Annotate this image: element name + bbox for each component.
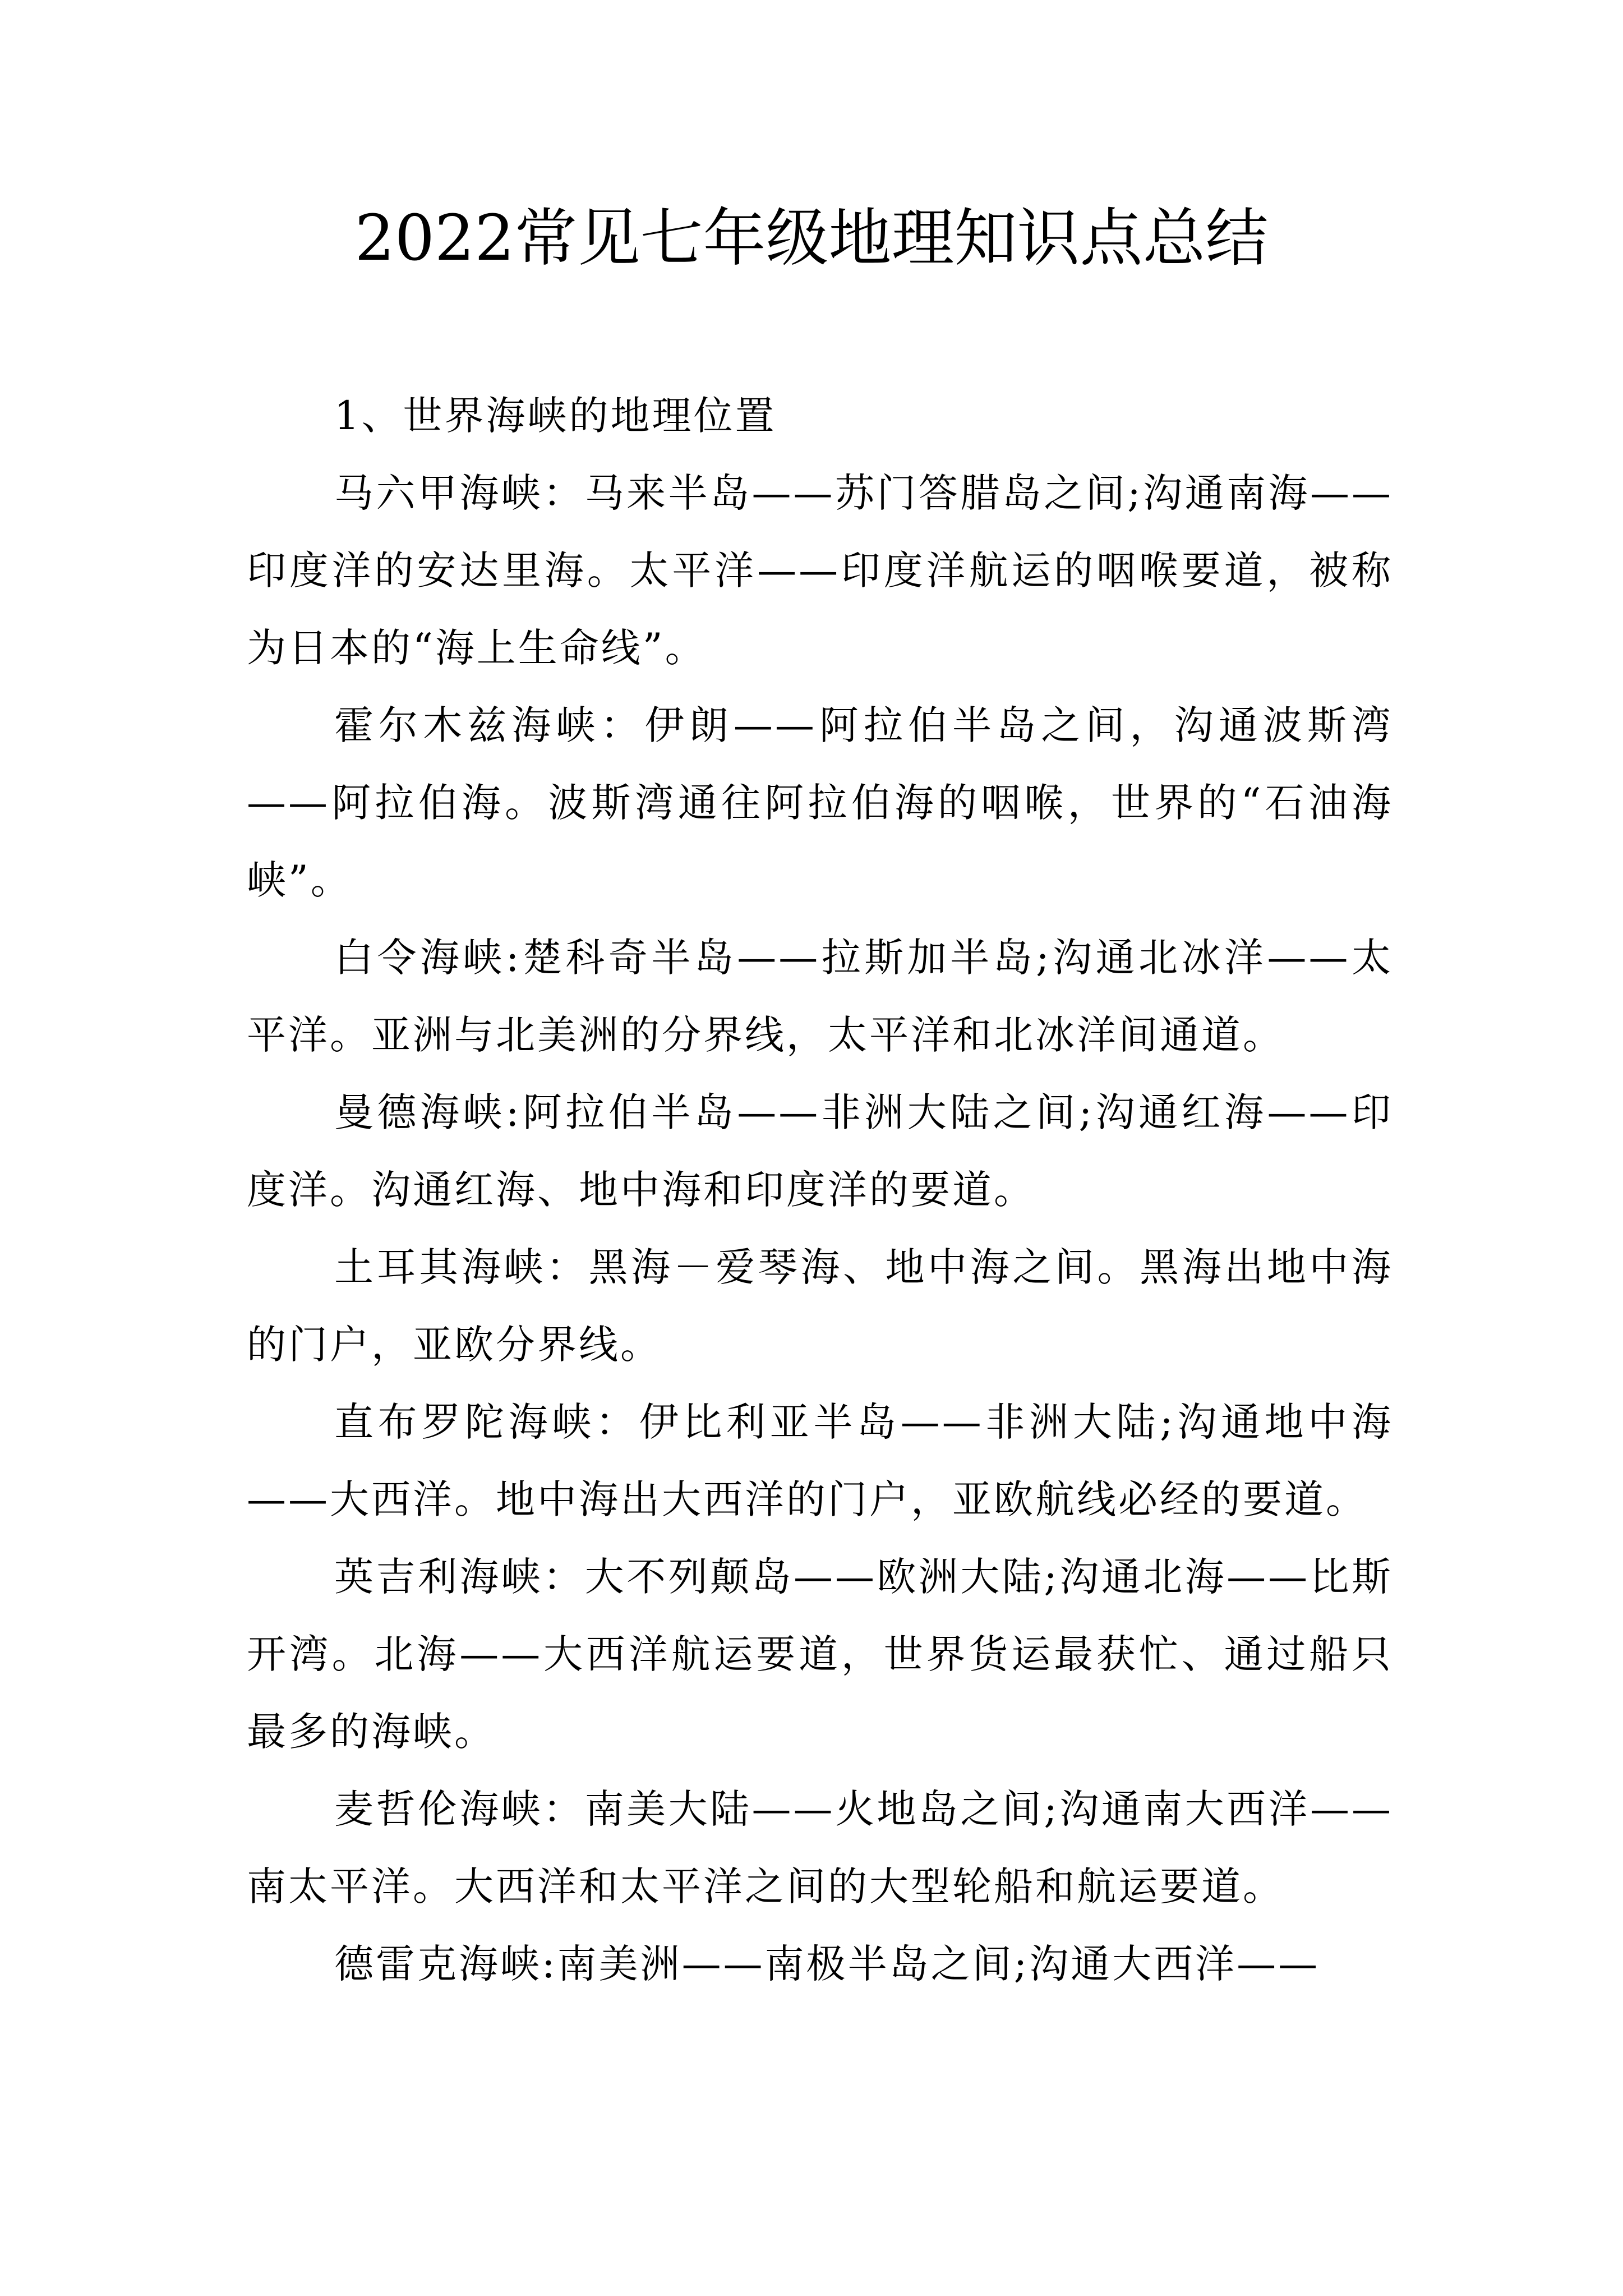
- paragraph-english-channel: 英吉利海峡：大不列颠岛——欧洲大陆;沟通北海——比斯开湾。北海——大西洋航运要道，世界货运最获忙、通过船只最多的海峡。: [247, 1554, 1393, 1755]
- paragraph-drake-passage: 德雷克海峡:南美洲——南极半岛之间;沟通大西洋——: [334, 1941, 1320, 1987]
- paragraph-mandeb-strait: 曼德海峡:阿拉伯半岛——非洲大陆之间;沟通红海——印度洋。沟通红海、地中海和印度洋的要道。: [247, 1089, 1393, 1213]
- paragraph-bering-strait: 白令海峡:楚科奇半岛——拉斯加半岛;沟通北冰洋——太平洋。亚洲与北美洲的分界线，太平洋和北冰洋间通道。: [247, 935, 1393, 1058]
- paragraph-turkish-straits: 土耳其海峡：黑海－爱琴海、地中海之间。黑海出地中海的门户，亚欧分界线。: [247, 1244, 1393, 1368]
- document-body: [247, 377, 1393, 2003]
- paragraph-magellan-strait: 麦哲伦海峡：南美大陆——火地岛之间;沟通南大西洋——南太平洋。大西洋和太平洋之间的大型轮船和航运要道。: [247, 1786, 1393, 1910]
- document-title: 2022常见七年级地理知识点总结: [354, 202, 1269, 275]
- section-heading: 1、世界海峡的地理位置: [334, 393, 777, 439]
- paragraph-gibraltar-strait: 直布罗陀海峡：伊比利亚半岛——非洲大陆;沟通地中海——大西洋。地中海出大西洋的门户，亚欧航线必经的要道。: [247, 1399, 1393, 1522]
- paragraph-malacca-strait: 马六甲海峡：马来半岛——苏门答腊岛之间;沟通南海——印度洋的安达里海。太平洋——印度洋航运的咽喉要道，被称为日本的“海上生命线”。: [247, 470, 1393, 671]
- paragraph-hormuz-strait: 霍尔木兹海峡：伊朗——阿拉伯半岛之间，沟通波斯湾——阿拉伯海。波斯湾通往阿拉伯海的咽喉，世界的“石油海峡”。: [247, 702, 1393, 903]
